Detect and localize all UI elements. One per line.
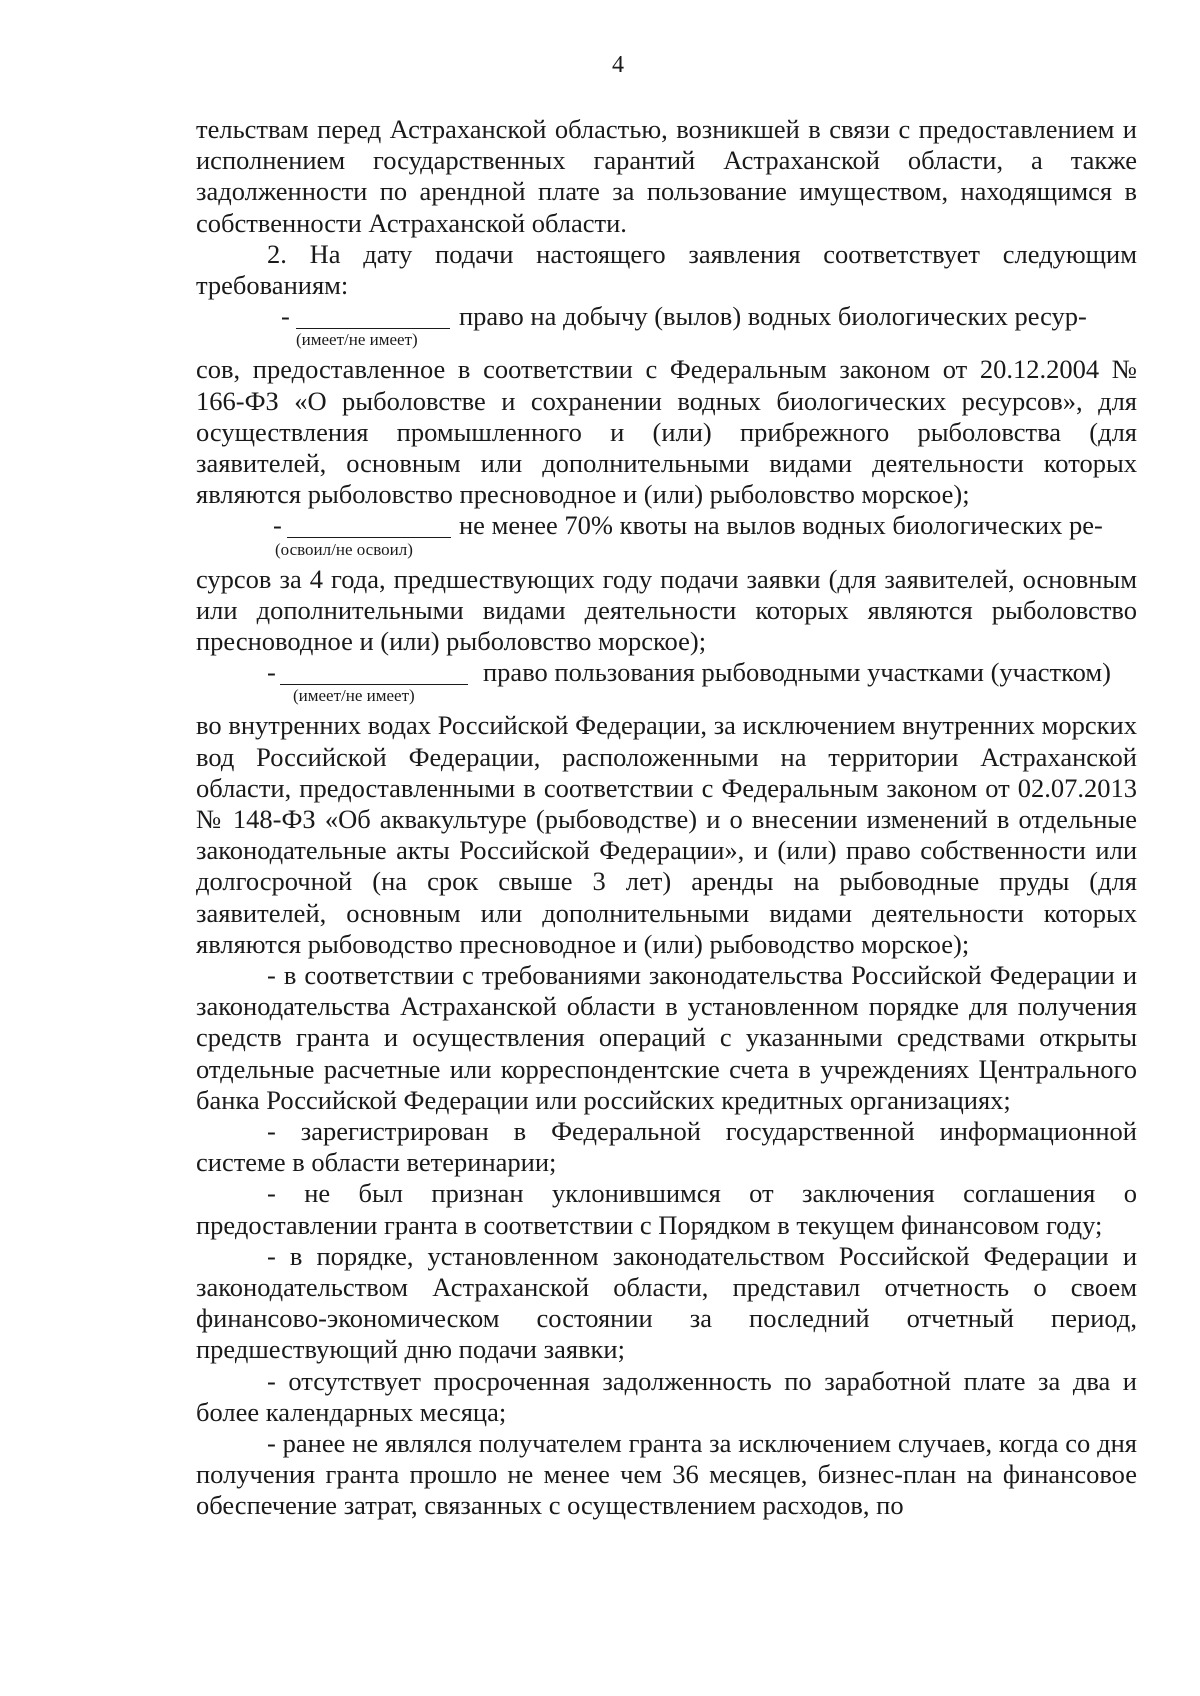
blank-field[interactable] xyxy=(280,684,468,685)
paragraph-continuation: тельствам перед Астраханской областью, возникшей в связи с предоставлением и исполнением государственных гарантий Астраханской области, а также задолженности по арендной плате за пользование имуществом, находящимся в собственности Астраханской области. xyxy=(196,114,1137,238)
document-body xyxy=(196,114,1137,1522)
list-item-vet-system: - зарегистрирован в Федеральной государственной информационной системе в области ветеринарии; xyxy=(196,1116,1137,1178)
dash-marker: - xyxy=(281,301,290,332)
page-number: 4 xyxy=(612,52,624,78)
paragraph-requirements-intro: 2. На дату подачи настоящего заявления соответствует следующим требованиям: xyxy=(196,238,1137,301)
fill-in-text: право пользования рыбоводными участками (участком) xyxy=(483,657,1111,688)
fill-in-text: не менее 70% квоты на вылов водных биологических ре- xyxy=(459,510,1103,541)
field-caption: (имеет/не имеет) xyxy=(293,686,415,706)
dash-marker: - xyxy=(267,657,276,688)
list-item-accounts: - в соответствии с требованиями законодательства Российской Федерации и законодательства Астраханской области в установленном порядке для получения средств гранта и осуществления операций с указанными средствами открыты отдельные расчетные или корреспондентские счета в учреждениях Центрального банка Российской Федерации или российских кредитных организациях; xyxy=(196,960,1137,1115)
caption-row xyxy=(196,332,1137,354)
fill-in-line-fishing-right xyxy=(196,301,1137,332)
dash-marker: - xyxy=(273,510,282,541)
fill-in-line-fish-farming-right xyxy=(196,657,1137,688)
paragraph-fish-farming-right: во внутренних водах Российской Федерации, за исключением внутренних морских вод Российской Федерации, расположенными на территории Астраханской области, предоставленными в соответствии с Федеральным законом от 02.07.2013 № 148-ФЗ «Об аквакультуре (рыбоводстве) и о внесении изменений в отдельные законодательные акты Российской Федерации», и (или) право собственности или долгосрочной (на срок свыше 3 лет) аренды на рыбоводные пруды (для заявителей, основным или дополнительными видами деятельности которых являются рыбоводство пресноводное и (или) рыбоводство морское); xyxy=(196,710,1137,959)
list-item-previous-grant: - ранее не являлся получателем гранта за исключением случаев, когда со дня получения гранта прошло не менее чем 36 месяцев, бизнес-план на финансовое обеспечение затрат, связанных с осуществлением расходов, по xyxy=(196,1428,1137,1521)
blank-field[interactable] xyxy=(287,537,451,538)
field-caption: (освоил/не освоил) xyxy=(275,539,413,559)
caption-row xyxy=(196,688,1137,710)
paragraph-fishing-right: сов, предоставленное в соответствии с Федеральным законом от 20.12.2004 № 166-ФЗ «О рыболовстве и сохранении водных биологических ресурсов», для осуществления промышленного и (или) прибрежного рыболовства (для заявителей, основным или дополнительными видами деятельности которых являются рыболовство пресноводное и (или) рыболовство морское); xyxy=(196,354,1137,510)
paragraph-quota: сурсов за 4 года, предшествующих году подачи заявки (для заявителей, основным или дополнительными видами деятельности которых являются рыболовство пресноводное и (или) рыболовство морское); xyxy=(196,563,1137,657)
list-item-reporting: - в порядке, установленном законодательством Российской Федерации и законодательством Астраханской области, представил отчетность о своем финансово-экономическом состоянии за последний отчетный период, предшествующий дню подачи заявки; xyxy=(196,1240,1137,1365)
fill-in-line-quota xyxy=(196,510,1137,541)
blank-field[interactable] xyxy=(296,328,450,329)
field-caption: (имеет/не имеет) xyxy=(296,330,418,350)
list-item-no-wage-debt: - отсутствует просроченная задолженность по заработной плате за два и более календарных месяца; xyxy=(196,1365,1137,1427)
fill-in-text: право на добычу (вылов) водных биологических ресур- xyxy=(459,301,1087,332)
list-item-not-evaded: - не был признан уклонившимся от заключения соглашения о предоставлении гранта в соответствии с Порядком в текущем финансовом году; xyxy=(196,1178,1137,1240)
caption-row xyxy=(196,539,1137,564)
